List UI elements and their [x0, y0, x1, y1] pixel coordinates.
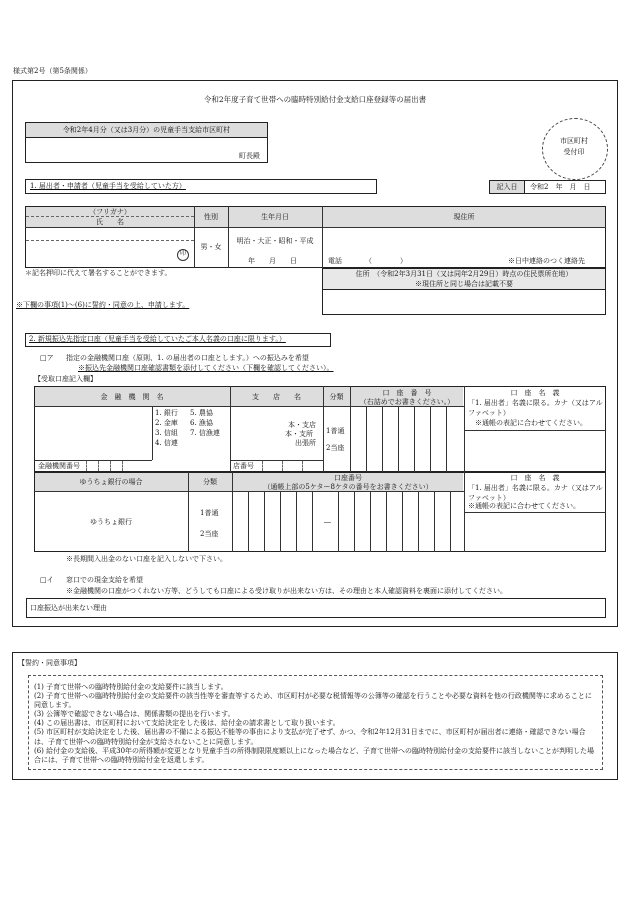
- name-label: 氏 名: [96, 218, 124, 226]
- stamp-line-2: 受付印: [563, 148, 585, 156]
- bank-account-number-input[interactable]: [351, 407, 463, 471]
- bank-header-number-note: （右詰めでお書きください。）: [359, 398, 455, 406]
- option-a-text: 指定の金融機関口座（原則、1. の届出者の口座とします。）への振込みを希望: [66, 354, 309, 362]
- yucho-header-case: ゆうちょ銀行の場合: [79, 478, 143, 486]
- yucho-dash: ―: [324, 518, 331, 526]
- pledge-item-1: (1) 子育て世帯への臨時特別給付金の支給要件に該当します。: [34, 683, 228, 691]
- mayor-header: 令和2年4月分（又は3月分）の児童手当支給市区町村: [62, 126, 231, 134]
- bank-header-holder: 口 座 名 義: [510, 389, 560, 397]
- yucho-header-number-note: （通帳上部の5ケター8ケタの番号をお書きください）: [263, 483, 433, 491]
- yucho-holder-input[interactable]: [465, 513, 605, 551]
- seal-mark: 印: [179, 250, 186, 257]
- account-section-label: 【受取口座記入欄】: [34, 375, 97, 383]
- pledge-heading: 【誓約・同意事項】: [18, 659, 81, 667]
- pledge-item-4: (4) この届出書は、市区町村において支給決定をした後は、給付金の請求書として取り扱います。: [34, 719, 340, 728]
- prev-address-note: ※現住所と同じ場合は記載不要: [415, 280, 513, 288]
- gender-value[interactable]: 男・女: [200, 243, 222, 251]
- bank-type-6[interactable]: 6. 漁協: [190, 419, 213, 427]
- prev-address-label: 住所 （令和2年3月31日（又は同年2月29日）時点の住民票所在地）: [355, 270, 573, 278]
- pledge-item-3: (3) 公簿等で確認できない場合は、関係書類の提出を行います。: [34, 710, 235, 719]
- option-b-checkbox[interactable]: □イ: [40, 576, 54, 584]
- pledge-item-2: (2) 子育て世帯への臨時特別給付金の支給要件の該当性等を審査等するため、市区町村が必要な税情報等の公簿等の確認を行うことや必要な資料を他の行政機関等に求めることに同意します。: [34, 692, 592, 710]
- section2-heading: 2. 新規振込先指定口座（児童手当を受給していたご本人名義の口座に限ります。）: [29, 335, 286, 343]
- address-header: 現住所: [453, 213, 475, 221]
- reason-field[interactable]: [26, 598, 606, 618]
- bank-code-label: 金融機関番号: [38, 462, 80, 470]
- bank-type-4[interactable]: 4. 信連: [155, 439, 178, 447]
- furigana-label: （フリガナ）: [89, 208, 131, 216]
- section1-heading: 1. 届出者・申請者（児童手当を受給していた方）: [30, 182, 186, 190]
- mayor-field[interactable]: [25, 137, 268, 163]
- bank-header-branch: 支 店 名: [252, 393, 301, 401]
- option-a-checkbox[interactable]: □ア: [40, 354, 54, 362]
- furigana-input[interactable]: [27, 229, 193, 239]
- account-type-2[interactable]: 2当座: [326, 444, 345, 452]
- branch-type-2[interactable]: 本・支所: [285, 430, 313, 438]
- yucho-header-holder: 口 座 名 義: [510, 474, 560, 482]
- option-b-text: 窓口での現金支給を希望: [66, 576, 143, 584]
- bank-header-institution: 金 融 機 関 名: [100, 393, 164, 401]
- reason-label: 口座振込が出来ない理由: [30, 604, 107, 612]
- form-title: 令和2年度子育て世帯への臨時特別給付金支給口座登録等の届出書: [203, 95, 427, 104]
- bank-type-7[interactable]: 7. 信漁連: [190, 429, 220, 437]
- date-value: 令和2 年 月 日: [530, 183, 591, 191]
- pledge-item-5: (5) 市区町村が支給決定をした後、届出書の不備による振込不能等の事由により支払が完了せず、かつ、令和2年12月31日までに、市区町村が届出者に連絡・確認できない場合は、子育て世帯への臨時特別給付金が支給されないことに同意します。: [34, 728, 586, 746]
- phone-value[interactable]: （ ）: [365, 257, 407, 265]
- dob-header: 生年月日: [261, 213, 289, 221]
- bank-type-3[interactable]: 3. 信組: [155, 429, 178, 437]
- signature-note: ＊記名押印に代えて署名することができます。: [25, 269, 172, 277]
- yucho-header-type: 分類: [203, 478, 217, 486]
- prev-address-field[interactable]: [322, 289, 606, 315]
- stamp-line-1: 市区町村: [560, 137, 588, 145]
- mayor-suffix: 町長殿: [239, 152, 260, 160]
- yucho-header-number: 口座番号: [334, 474, 362, 482]
- account-type-1[interactable]: 1普通: [326, 427, 345, 435]
- bank-holder-note-2: ※通帳の表記に合わせてください。: [475, 419, 587, 427]
- bank-type-2[interactable]: 2. 金庫: [155, 419, 178, 427]
- era-options[interactable]: 明治・大正・昭和・平成: [236, 237, 314, 245]
- bank-header-type: 分類: [329, 393, 344, 401]
- yucho-account-type-1[interactable]: 1普通: [200, 509, 219, 517]
- name-input[interactable]: [27, 242, 177, 266]
- yucho-account-type-2[interactable]: 2当座: [200, 530, 219, 538]
- branch-code-label: 店番号: [233, 462, 254, 470]
- phone-note: ※日中連絡のつく連絡先: [508, 257, 585, 265]
- gender-header: 性別: [204, 213, 218, 221]
- pledge-list: [34, 683, 598, 765]
- form-number: 様式第2号（第5条関係）: [13, 67, 92, 75]
- option-b-note: ※金融機関の口座がつくれない方等、どうしても口座による受け取りが出来ない方は、その理由と本人確認資料を裏面に添付してください。: [66, 587, 507, 595]
- branch-type-3[interactable]: 出張所: [295, 439, 316, 447]
- option-a-note: ※振込先金融機関口座確認書類を添付してください（下欄を確認してください）。: [78, 364, 334, 372]
- yucho-account-number-input[interactable]: [233, 492, 463, 551]
- address-input[interactable]: [324, 229, 604, 251]
- yucho-bank-name: ゆうちょ銀行: [90, 518, 132, 526]
- yucho-holder-note-1: 「1. 届出者」名義に限る。カナ（又はアルファベット）: [468, 484, 603, 503]
- branch-type-1[interactable]: 本・支店: [288, 421, 316, 429]
- bank-header-number: 口 座 番 号: [382, 389, 432, 397]
- phone-label: 電話: [328, 257, 342, 265]
- long-term-note: ※長期間入出金のない口座を記入しないで下さい。: [66, 555, 227, 563]
- agree-line: ※下欄の事項(1)～(6)に誓約・同意の上、申請します。: [16, 301, 190, 309]
- yucho-holder-note-2: ※通帳の表記に合わせてください。: [468, 502, 580, 510]
- bank-type-5[interactable]: 5. 農協: [190, 409, 213, 417]
- dob-ymd: 年 月 日: [248, 257, 297, 265]
- bank-holder-input[interactable]: [465, 431, 605, 471]
- bank-type-1[interactable]: 1. 銀行: [155, 409, 178, 417]
- date-label: 記入日: [496, 183, 518, 191]
- pledge-item-6: (6) 給付金の支給後、平成30年の所得額が変更となり児童手当の所得制限限度額以上になった場合など、子育て世帯への臨時特別給付金の支給要件に該当しないことが判明した場合には、子育て世帯への臨時特別給付金を返還します。: [34, 746, 595, 764]
- bank-holder-note-1: 「1. 届出者」名義に限る。カナ（又はアルファベット）: [468, 399, 603, 418]
